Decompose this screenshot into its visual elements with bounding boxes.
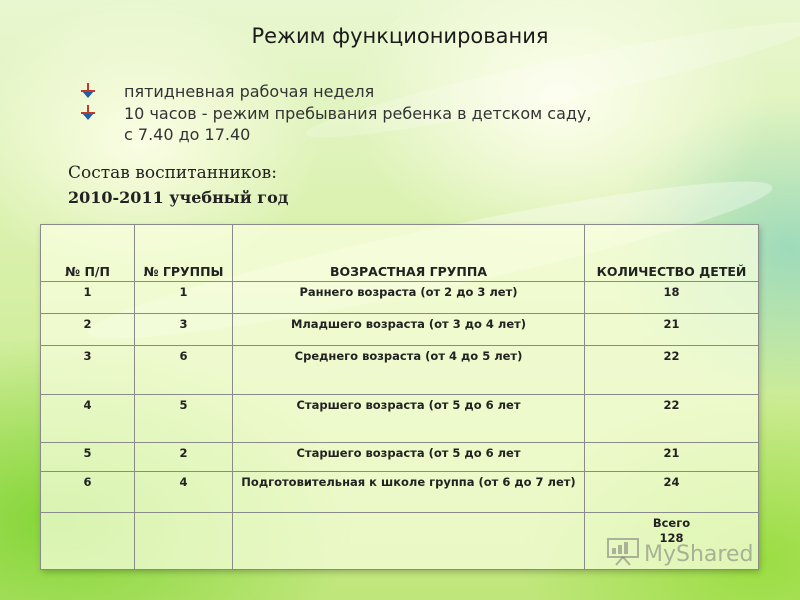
table-cell [233, 513, 585, 570]
groups-table-container [40, 224, 758, 569]
watermark [606, 536, 753, 572]
table-cell: 21 [585, 443, 759, 472]
list-item [80, 80, 592, 102]
table-header-row [41, 225, 759, 282]
table-cell: 1 [41, 282, 135, 314]
table-row [41, 314, 759, 346]
presentation-board-icon [606, 536, 644, 572]
table-cell: 4 [135, 472, 233, 513]
table-cell: 6 [135, 346, 233, 395]
table-cell: 1 [135, 282, 233, 314]
bullet-arrow-icon [80, 83, 100, 99]
table-cell: 4 [41, 395, 135, 443]
list-item [80, 102, 592, 124]
table-cell: 21 [585, 314, 759, 346]
table-row [41, 472, 759, 513]
bullet-list [80, 80, 592, 146]
table-cell: Старшего возраста (от 5 до 6 лет [233, 395, 585, 443]
table-cell: Младшего возраста (от 3 до 4 лет) [233, 314, 585, 346]
bullet-arrow-icon [80, 105, 100, 121]
watermark-text: MyShared [644, 541, 754, 567]
year-label: 2010-2011 учебный год [68, 188, 289, 207]
table-cell: 18 [585, 282, 759, 314]
column-header: КОЛИЧЕСТВО ДЕТЕЙ [585, 225, 759, 282]
table-cell: Старшего возраста (от 5 до 6 лет [233, 443, 585, 472]
table-row [41, 443, 759, 472]
total-value: 128 [659, 531, 684, 545]
column-header: № ГРУППЫ [135, 225, 233, 282]
table-row [41, 395, 759, 443]
column-header: № П/П [41, 225, 135, 282]
table-cell: 3 [41, 346, 135, 395]
table-cell [41, 513, 135, 570]
table-row [41, 282, 759, 314]
table-cell: 2 [135, 443, 233, 472]
table-cell: Раннего возраста (от 2 до 3 лет) [233, 282, 585, 314]
table-cell: 22 [585, 346, 759, 395]
table-cell: 2 [41, 314, 135, 346]
table-cell: 22 [585, 395, 759, 443]
page-title: Режим функционирования [251, 24, 549, 48]
table-cell: 24 [585, 472, 759, 513]
groups-table [40, 224, 759, 570]
table-cell: 6 [41, 472, 135, 513]
table-cell: Среднего возраста (от 4 до 5 лет) [233, 346, 585, 395]
table-cell [135, 513, 233, 570]
bullet-continuation: с 7.40 до 17.40 [124, 125, 251, 144]
total-label: Всего [652, 516, 691, 530]
table-cell: 5 [41, 443, 135, 472]
table-row [41, 346, 759, 395]
table-cell: Подготовительная к школе группа (от 6 до 7 лет) [233, 472, 585, 513]
bullet-text: 10 часов - режим пребывания ребенка в детском саду, [124, 103, 592, 123]
column-header: ВОЗРАСТНАЯ ГРУППА [233, 225, 585, 282]
composition-label: Состав воспитанников: [68, 163, 277, 183]
table-cell: 3 [135, 314, 233, 346]
bullet-text: пятидневная рабочая неделя [124, 81, 375, 101]
table-cell: 5 [135, 395, 233, 443]
